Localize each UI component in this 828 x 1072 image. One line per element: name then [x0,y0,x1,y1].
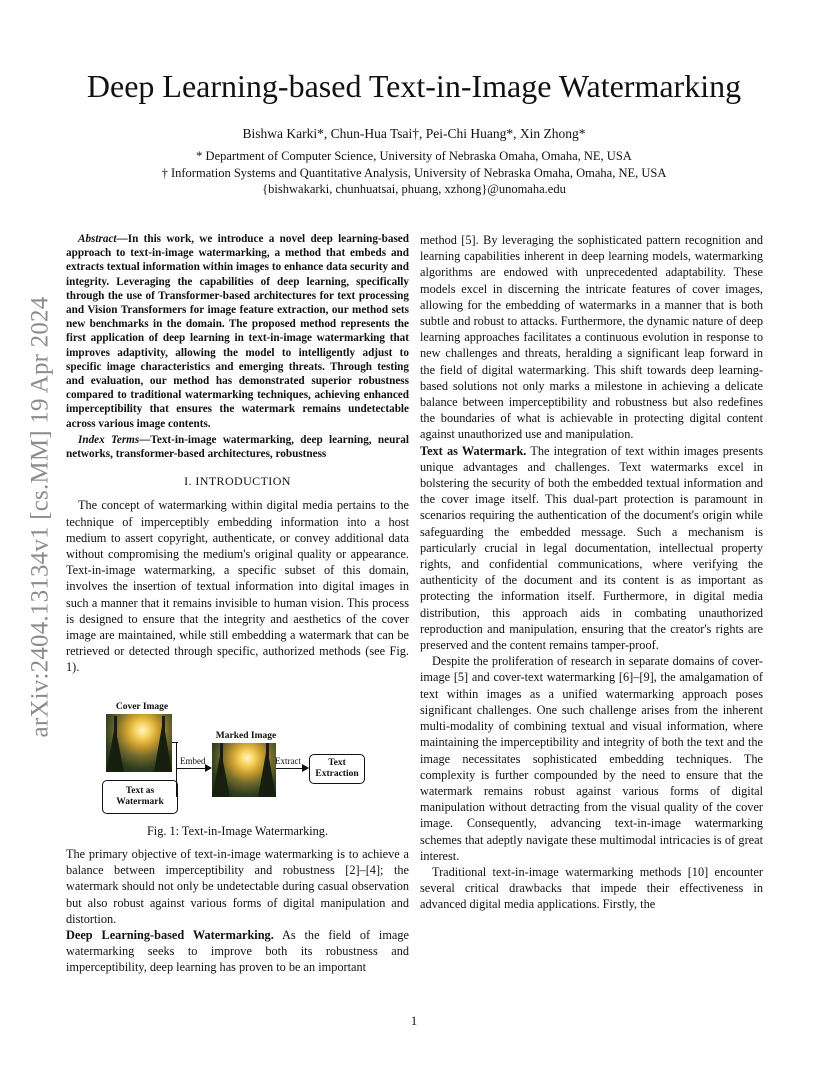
embed-label: Embed [180,756,206,766]
deep-learning-paragraph: Deep Learning-based Watermarking. As the field of image watermarking seeks to improve both its robustness and imperceptibility, deep learning has proven to be an important [66,928,409,975]
section-heading-introduction: I. INTRODUCTION [184,474,291,489]
right-column [420,232,763,913]
left-column [66,232,409,676]
method-paragraph: method [5]. By leveraging the sophisticated pattern recognition and learning capabilities inherent in deep learning models, watermarking algorithms are endowed with unprecedented adaptability. These models excel in discerning the intricate features of cover images, allowing for the embedding of watermarks in a manner that is both subtle and robust to attacks. Furthermore, the dynamic nature of deep learning approaches facilitates a continuous evolution in response to new challenges and threats, heralding a significant leap forward in the field of digital watermarking. This shift towards deep learning-based solutions not only marks a milestone in achieving a delicate balance between imperceptibility and robustness but also redefines the boundaries of what is achievable in protecting digital content against unauthorized use and manipulation. [420,233,763,442]
text-extraction-box: Text Extraction [309,754,365,784]
embed-arrowhead [205,764,212,772]
traditional-methods-paragraph: Traditional text-in-image watermarking methods [10] encounter several critical drawbacks that impede their effectiveness in advanced digital media applications. Firstly, the [420,864,763,912]
affiliation-1: * Department of Computer Science, University of Nebraska Omaha, Omaha, NE, USA [196,149,632,163]
paper-title: Deep Learning-based Text-in-Image Watermarking [86,68,742,104]
embed-arrow-line [176,768,205,769]
intro-paragraph: The concept of watermarking within digital media pertains to the technique of imperceptibly embedding information into a host medium to assert copyright, authenticate, or convey additional data without compromising the medium's original quality or appearance. Text-in-image watermarking, a specific subset of this domain, involves the insertion of textual information into digital images in such a manner that it remains invisible to human vision. This process is designed to ensure that the integrity and aesthetics of the cover image are maintained, while still embedding a watermark that can be retrieved or detected through specific, authorized methods (see Fig. 1). [66,498,409,675]
cover-image-label: Cover Image [115,702,169,712]
extract-arrow-line [276,768,302,769]
index-terms: Index Terms—Text-in-image watermarking, deep learning, neural networks, transformer-based architectures, robustness [66,433,409,461]
extract-label: Extract [275,756,301,766]
figure-1 [66,700,409,840]
authors: Bishwa Karki*, Chun-Hua Tsai†, Pei-Chi Huang*, Xin Zhong* [242,126,586,141]
abstract: Abstract—In this work, we introduce a novel deep learning-based approach to text-in-image watermarking, a method that embeds and extracts textual information within images to enhance data security and integrity. Leveraging the capabilities of deep learning, specifically through the use of Transformer-based architectures for text processing and Vision Transformers for image feature extraction, our method sets new benchmarks in the domain. The proposed method represents the first application of deep learning in text-in-image watermarking that improves adaptivity, allowing the model to intelligently adjust to specific image characteristics and emerging threats. Through testing and evaluation, our method has demonstrated superior robustness compared to traditional watermarking techniques, achieving enhanced imperceptibility that ensures the watermark remains undetectable across various image contents. [66,233,409,430]
author-emails: {bishwakarki, chunhuatsai, phuang, xzhong}@unomaha.edu [262,182,566,196]
arxiv-stamp: arXiv:2404.13134v1 [cs.MM] 19 Apr 2024 [26,296,53,738]
text-watermark-box: Text as Watermark [102,780,178,814]
cover-image [106,714,172,772]
figure-caption: Fig. 1: Text-in-Image Watermarking. [146,824,329,838]
connector-line [172,742,178,743]
text-as-watermark-paragraph: Text as Watermark. The integration of text within images presents unique advantages and challenges. Text watermarks excel in bolstering the security of both the embedded textual information and the cover image itself. This dual-part protection is paramount in scenarios requiring the authentication of the document's origin while safeguarding the embedded message. Such a mechanism is particularly crucial in legal documentation, intellectual property rights, and confidential communications, where verifying the authenticity of the document and its content is as important as protecting the information itself. Furthermore, in digital media distribution, this approach aids in combating unauthorized reproduction and manipulation, ensuring that the creator's rights are preserved and the content remains tamper-proof. [420,443,763,653]
left-column-lower [66,846,409,976]
objective-paragraph: The primary objective of text-in-image watermarking is to achieve a balance between imperceptibility and robustness [2]–[4]; the watermark should not only be undetectable during casual observation but also robust against various forms of digital manipulation and distortion. [66,847,409,926]
connector-line [176,742,177,797]
challenges-paragraph: Despite the proliferation of research in separate domains of cover-image [5] and cover-text watermarking [6]–[9], the amalgamation of text within images as a unified watermarking approach poses significant challenges. One such challenge arises from the inherent multi-modality of combining textual and visual information, where maintaining the imperceptibility and integrity of both the text and the image necessitates sophisticated embedding techniques. The complexity is further compounded by the need to ensure that the watermark remains robust against various forms of digital manipulation without detracting from the visual quality of the cover image. Consequently, advancing text-in-image watermarking schemes that adeptly navigate these multimodal intricacies is of great interest. [420,654,763,863]
extract-arrowhead [302,764,309,772]
affiliation-2: † Information Systems and Quantitative Analysis, University of Nebraska Omaha, Omaha, NE, USA [161,166,667,180]
marked-image [212,743,276,797]
marked-image-label: Marked Image [215,731,277,741]
page-number: 1 [410,1014,418,1028]
